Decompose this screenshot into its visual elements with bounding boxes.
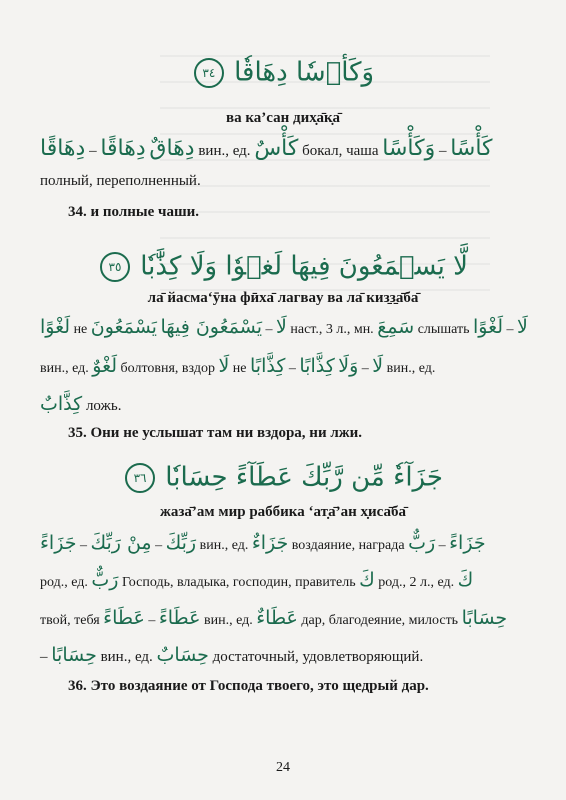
translation-34: 34. и полные чаши.	[68, 204, 200, 220]
gloss-34-line-2: полный, переполненный.	[40, 173, 201, 189]
transliteration-35: ла̄ йасма‘ӯна фӣха̄ лагваy ва ла̄ киз̱з̱а̄ба̄	[147, 290, 419, 306]
gloss-35-line-3: كِذَّابٌ ложь.	[40, 393, 122, 415]
ayah-34-text: وَكَأۡسٗا دِهَاقٗا	[234, 57, 375, 88]
transliteration-36: жаза̄’ам мир раббика ‘ат̣а̄’ан х̣иса̄ба̄	[160, 504, 406, 520]
gloss-35-line-1: لَغْوًا не لَا – يَسْمَعُونَ فِيهَا يَسْمَعُونَ наст., 3 л., мн. سَمِعَ слышать لَا – لَغْوًا	[40, 316, 528, 338]
ayah-34	[0, 58, 566, 88]
ayah-36	[0, 463, 566, 493]
ayah-35	[0, 252, 566, 282]
translation-36: 36. Это воздаяние от Господа твоего, это щедрый дар.	[68, 678, 429, 694]
page-number: 24	[276, 760, 290, 775]
gloss-34-line-1: دِهَاقٌ دِهَاقًا – دِهَاقًا вин., ед. كَأْسٌ бокал, чаша كَأْسًا – وَكَأْسًا	[40, 136, 493, 161]
gloss-35-line-2: вин., ед. لَغْوٌ болтовня, вздор لَا не لَا – وَلَا كِذَّابًا – كِذَّابًا вин., ед.	[40, 355, 436, 377]
ayah-36-text: جَزَآءٗ مِّن رَّبِّكَ عَطَآءً حِسَابٗا	[165, 462, 443, 493]
gloss-36-line-2: род., ед. رَبٌّ Господь, владыка, господин, правитель كَ род., 2 л., ед. كَ	[40, 569, 474, 591]
ayah-number-marker: ٣٤	[194, 58, 224, 88]
ayah-number-marker: ٣٥	[100, 252, 130, 282]
translation-35: 35. Они не услышат там ни вздора, ни лжи.	[68, 425, 363, 441]
gloss-36-line-3: твой, тебя عَطَاءً – عَطَاءً вин., ед. عَطَاءٌ дар, благодеяние, милость حِسَابًا	[40, 607, 508, 629]
gloss-36-line-4: – حِسَابًا вин., ед. حِسَابٌ достаточный, удовлетворяющий.	[40, 644, 424, 666]
gloss-36-line-1: رَبِّكَ – مِنْ رَبِّكَ – جَزَاءً вин., ед. جَزَاءٌ воздаяние, награда جَزَاءً – رَبٌّ	[40, 532, 486, 554]
ayah-number-marker: ٣٦	[125, 463, 155, 493]
transliteration-34: ва ка’сан дих̣а̄к̣а̄	[226, 110, 340, 126]
ayah-35-text: لَّا يَسۡمَعُونَ فِيهَا لَغۡوٗا وَلَا كِذَّٰبٗا	[140, 251, 469, 282]
